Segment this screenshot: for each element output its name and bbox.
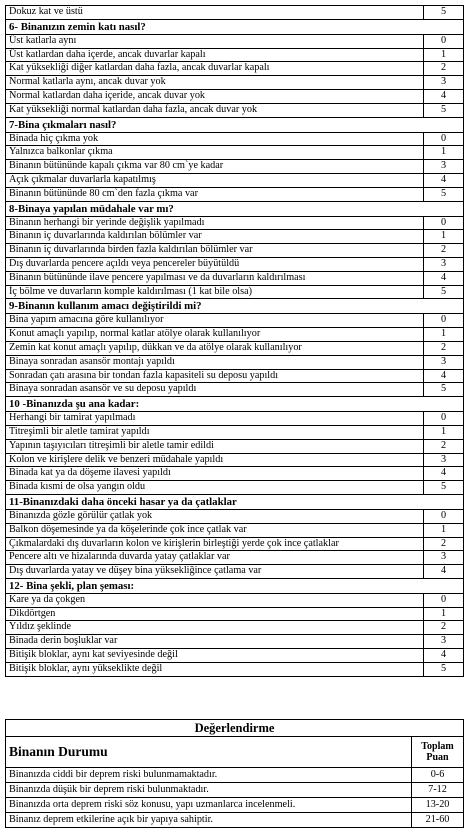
table-row xyxy=(6,565,464,579)
option-score: 5 xyxy=(424,285,464,299)
option-text: Binanın herhangi bir yerinde değişlik yapılmadı xyxy=(6,216,424,230)
option-text: Dikdörtgen xyxy=(6,607,424,621)
option-text: Açık çıkmalar duvarlarla kapatılmış xyxy=(6,173,424,187)
option-text: Bitişik bloklar, aynı yükseklikte değil xyxy=(6,662,424,676)
option-score: 5 xyxy=(424,6,464,20)
section-header-row xyxy=(6,494,464,509)
section-header-row xyxy=(6,19,464,34)
section-header: 6- Binanızın zemin katı nasıl? xyxy=(6,19,464,34)
table-row xyxy=(6,593,464,607)
option-score: 4 xyxy=(424,649,464,663)
score-range: 13-20 xyxy=(412,798,464,813)
total-points-header xyxy=(412,737,464,768)
option-score: 2 xyxy=(424,537,464,551)
table-row xyxy=(6,160,464,174)
total-points-header-line2: Puan xyxy=(426,752,449,763)
building-status-header: Binanın Durumu xyxy=(6,737,412,768)
evaluation-row xyxy=(6,813,464,828)
option-text: Binaya sonradan asansör montajı yapıldı xyxy=(6,355,424,369)
option-text: Binada kat ya da döşeme ilavesi yapıldı xyxy=(6,467,424,481)
option-text: Normal katlardan daha içeride, ancak duvar yok xyxy=(6,89,424,103)
evaluation-title: Değerlendirme xyxy=(6,720,464,737)
option-score: 1 xyxy=(424,328,464,342)
option-score: 2 xyxy=(424,341,464,355)
option-text: Binada kısmi de olsa yangın oldu xyxy=(6,481,424,495)
option-score: 3 xyxy=(424,551,464,565)
section-header-row xyxy=(6,117,464,132)
option-score: 1 xyxy=(424,523,464,537)
table-row xyxy=(6,34,464,48)
option-text: Binada hiç çıkma yok xyxy=(6,132,424,146)
evaluation-table xyxy=(5,719,464,828)
option-score: 1 xyxy=(424,146,464,160)
table-row xyxy=(6,341,464,355)
table-row xyxy=(6,271,464,285)
option-text: Binanızda gözle görülür çatlak yok xyxy=(6,509,424,523)
table-row xyxy=(6,369,464,383)
evaluation-row xyxy=(6,798,464,813)
risk-description: Binanız deprem etkilerine açık bir yapıya sahiptir. xyxy=(6,813,412,828)
total-points-header-line1: Toplam xyxy=(421,741,454,752)
risk-description: Binanızda düşük bir deprem riski bulunmaktadır. xyxy=(6,783,412,798)
table-row xyxy=(6,6,464,20)
option-text: Dokuz kat ve üstü xyxy=(6,6,424,20)
evaluation-body xyxy=(6,768,464,828)
option-score: 5 xyxy=(424,662,464,676)
evaluation-row xyxy=(6,768,464,783)
option-score: 3 xyxy=(424,160,464,174)
option-text: Pencere altı ve hizalarında duvarda yatay çatlaklar var xyxy=(6,551,424,565)
option-text: Yapının taşıyıcıları titreşimli bir aletle tamir edildi xyxy=(6,439,424,453)
table-row xyxy=(6,173,464,187)
option-score: 1 xyxy=(424,48,464,62)
option-text: Yalnızca balkonlar çıkma xyxy=(6,146,424,160)
option-score: 3 xyxy=(424,257,464,271)
section-header: 12- Bina şekli, plan şeması: xyxy=(6,578,464,593)
table-row xyxy=(6,103,464,117)
section-header: 8-Binaya yapılan müdahale var mı? xyxy=(6,201,464,216)
score-range: 0-6 xyxy=(412,768,464,783)
table-row xyxy=(6,383,464,397)
section-header: 11-Binanızdaki daha önceki hasar ya da çatlaklar xyxy=(6,494,464,509)
section-header-row xyxy=(6,299,464,314)
table-row xyxy=(6,132,464,146)
option-score: 0 xyxy=(424,593,464,607)
table-row xyxy=(6,523,464,537)
option-score: 0 xyxy=(424,34,464,48)
option-text: Konut amaçlı yapılıp, normal katlar atölye olarak kullanılıyor xyxy=(6,328,424,342)
risk-description: Binanızda ciddi bir deprem riski bulunmamaktadır. xyxy=(6,768,412,783)
table-row xyxy=(6,285,464,299)
option-text: Bina yapım amacına göre kullanılıyor xyxy=(6,314,424,328)
option-score: 0 xyxy=(424,216,464,230)
table-row xyxy=(6,621,464,635)
table-row xyxy=(6,314,464,328)
table-row xyxy=(6,62,464,76)
table-row xyxy=(6,509,464,523)
option-score: 4 xyxy=(424,271,464,285)
option-text: Bitişik bloklar, aynı kat seviyesinde değil xyxy=(6,649,424,663)
table-row xyxy=(6,355,464,369)
option-text: Kare ya da çokgen xyxy=(6,593,424,607)
option-text: Üst katlardan daha içerde, ancak duvarlar kapalı xyxy=(6,48,424,62)
option-score: 5 xyxy=(424,481,464,495)
evaluation-title-row xyxy=(6,720,464,737)
option-text: Dış duvarlarda yatay ve düşey bina yüksekliğince çatlama var xyxy=(6,565,424,579)
option-text: Titreşimli bir aletle tamirat yapıldı xyxy=(6,425,424,439)
evaluation-row xyxy=(6,783,464,798)
table-row xyxy=(6,257,464,271)
table-row xyxy=(6,662,464,676)
option-score: 1 xyxy=(424,607,464,621)
option-text: Binanın bütününde kapalı çıkma var 80 cm`ye kadar xyxy=(6,160,424,174)
option-text: Normal katlarla aynı, ancak duvar yok xyxy=(6,76,424,90)
option-score: 5 xyxy=(424,103,464,117)
option-text: Çıkmalardaki dış duvarların kolon ve kirişlerin birleştiği yerde çok ince çatlaklar xyxy=(6,537,424,551)
option-text: Dış duvarlarda pencere açıldı veya pencereler büyütüldü xyxy=(6,257,424,271)
table-row xyxy=(6,607,464,621)
option-text: Herhangi bir tamirat yapılmadı xyxy=(6,412,424,426)
option-text: Kat yüksekliği normal katlardan daha fazla, ancak duvar yok xyxy=(6,103,424,117)
option-text: İç bölme ve duvarların komple kaldırılması (1 kat bile olsa) xyxy=(6,285,424,299)
option-score: 5 xyxy=(424,187,464,201)
option-score: 1 xyxy=(424,230,464,244)
option-score: 3 xyxy=(424,635,464,649)
questionnaire-table xyxy=(5,5,464,677)
score-range: 21-60 xyxy=(412,813,464,828)
option-text: Binanın bütününde ilave pencere yapılması ve da duvarların kaldırılması xyxy=(6,271,424,285)
option-score: 3 xyxy=(424,76,464,90)
section-header-row xyxy=(6,397,464,412)
option-score: 0 xyxy=(424,509,464,523)
option-score: 3 xyxy=(424,355,464,369)
table-row xyxy=(6,146,464,160)
option-text: Kolon ve kirişlere delik ve benzeri müdahale yapıldı xyxy=(6,453,424,467)
option-text: Binanın bütününde 80 cm`den fazla çıkma var xyxy=(6,187,424,201)
risk-description: Binanızda orta deprem riski söz konusu, yapı uzmanlarca incelenmeli. xyxy=(6,798,412,813)
option-text: Binanın iç duvarlarında birden fazla kaldırılan bölümler var xyxy=(6,244,424,258)
option-score: 0 xyxy=(424,314,464,328)
option-text: Üst katlarla aynı xyxy=(6,34,424,48)
option-score: 0 xyxy=(424,412,464,426)
questionnaire-body xyxy=(6,6,464,677)
option-score: 1 xyxy=(424,425,464,439)
option-score: 4 xyxy=(424,173,464,187)
table-row xyxy=(6,412,464,426)
table-row xyxy=(6,230,464,244)
option-text: Kat yüksekliği diğer katlardan daha fazla, ancak duvarlar kapalı xyxy=(6,62,424,76)
option-score: 4 xyxy=(424,89,464,103)
option-text: Yıldız şeklinde xyxy=(6,621,424,635)
table-row xyxy=(6,328,464,342)
table-row xyxy=(6,216,464,230)
table-row xyxy=(6,481,464,495)
section-header-row xyxy=(6,201,464,216)
table-row xyxy=(6,244,464,258)
option-score: 4 xyxy=(424,369,464,383)
section-header: 9-Binanın kullanım amacı değiştirildi mi? xyxy=(6,299,464,314)
option-score: 4 xyxy=(424,467,464,481)
option-score: 2 xyxy=(424,244,464,258)
option-text: Sonradan çatı arasına bir tondan fazla kapasiteli su deposu yapıldı xyxy=(6,369,424,383)
option-score: 3 xyxy=(424,453,464,467)
table-row xyxy=(6,76,464,90)
table-row xyxy=(6,635,464,649)
option-text: Binaya sonradan asansör ve su deposu yapıldı xyxy=(6,383,424,397)
section-header-row xyxy=(6,578,464,593)
option-score: 2 xyxy=(424,439,464,453)
table-row xyxy=(6,453,464,467)
option-score: 5 xyxy=(424,383,464,397)
table-row xyxy=(6,439,464,453)
evaluation-header-row xyxy=(6,737,464,768)
option-text: Zemin kat konut amaçlı yapılıp, dükkan ve da atölye olarak kullanılıyor xyxy=(6,341,424,355)
section-header: 10 -Binanızda şu ana kadar: xyxy=(6,397,464,412)
option-text: Balkon döşemesinde ya da köşelerinde çok ince çatlak var xyxy=(6,523,424,537)
option-score: 2 xyxy=(424,621,464,635)
table-row xyxy=(6,551,464,565)
table-row xyxy=(6,649,464,663)
table-row xyxy=(6,537,464,551)
section-header: 7-Bina çıkmaları nasıl? xyxy=(6,117,464,132)
table-row xyxy=(6,89,464,103)
option-score: 2 xyxy=(424,62,464,76)
option-text: Binanın iç duvarlarında kaldırılan bölümler var xyxy=(6,230,424,244)
score-range: 7-12 xyxy=(412,783,464,798)
table-row xyxy=(6,48,464,62)
table-row xyxy=(6,187,464,201)
option-score: 0 xyxy=(424,132,464,146)
option-score: 4 xyxy=(424,565,464,579)
table-row xyxy=(6,425,464,439)
table-row xyxy=(6,467,464,481)
option-text: Binada derin boşluklar var xyxy=(6,635,424,649)
